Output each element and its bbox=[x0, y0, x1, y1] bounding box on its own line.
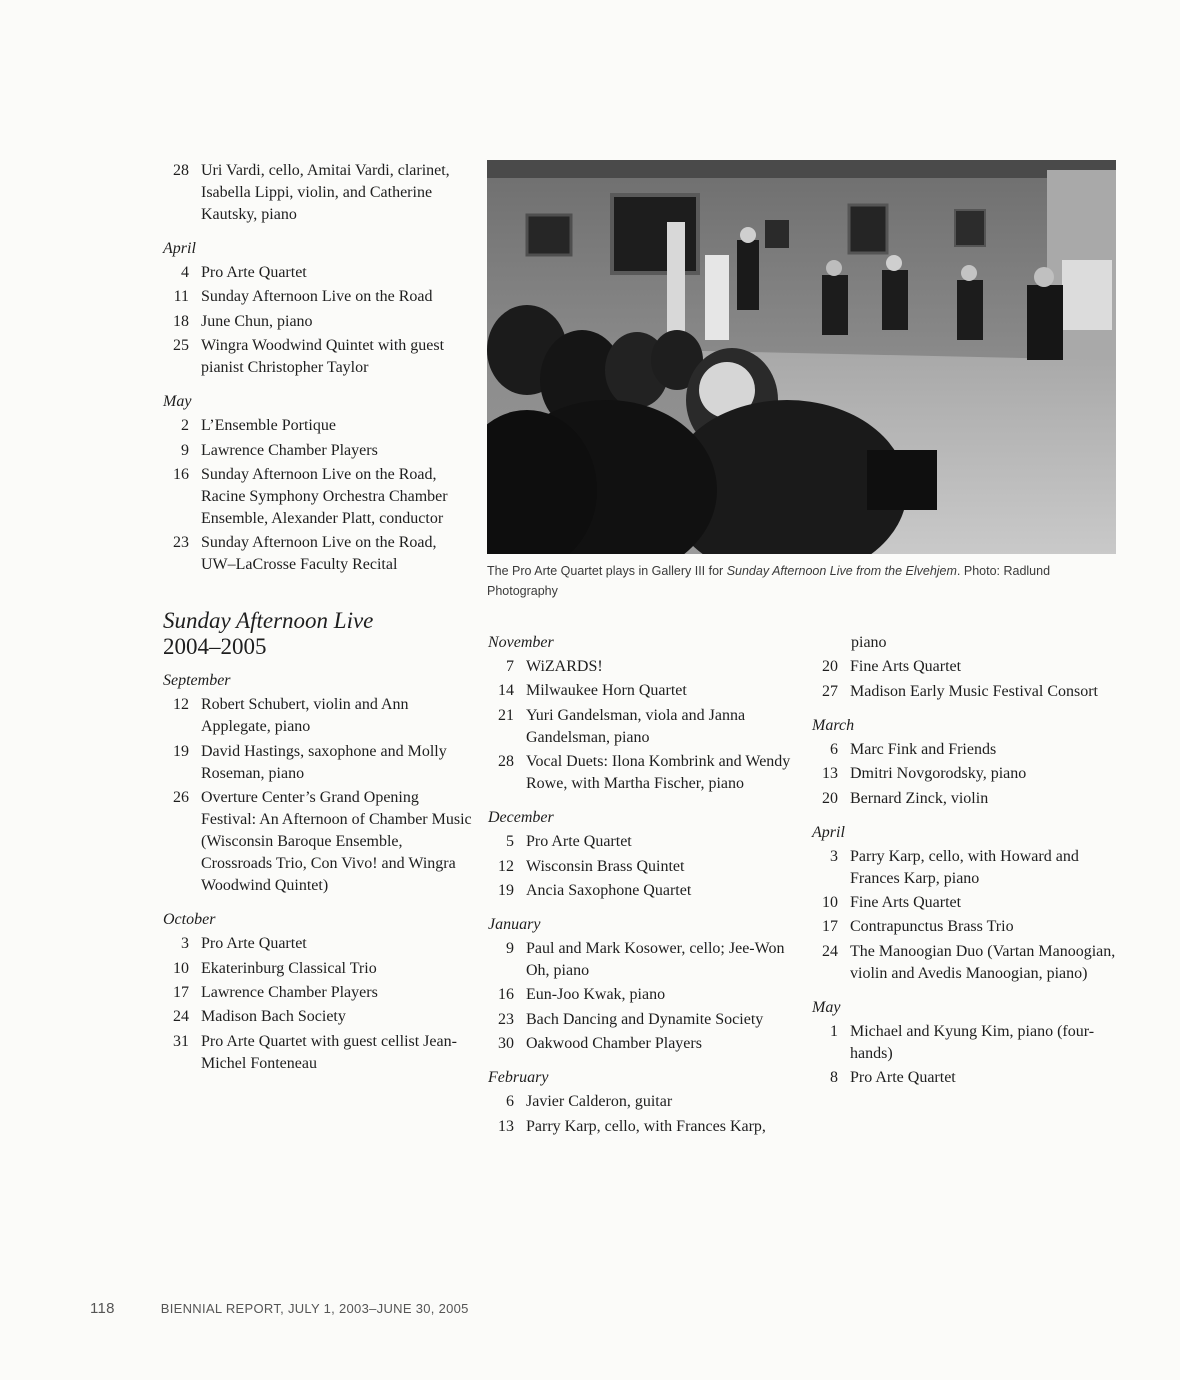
entry-day: 6 bbox=[830, 740, 838, 758]
entry-day: 17 bbox=[822, 918, 838, 936]
schedule-entry bbox=[812, 681, 1117, 703]
entry-performer: Pro Arte Quartet bbox=[850, 1069, 956, 1087]
entry-day: 26 bbox=[173, 789, 189, 807]
april-2005-list bbox=[812, 846, 1117, 985]
schedule-entry bbox=[163, 464, 473, 530]
schedule-entry bbox=[163, 415, 473, 437]
entry-day: 24 bbox=[173, 1008, 189, 1026]
entry-performer: Dmitri Novgorodsky, piano bbox=[850, 765, 1027, 783]
entry-performer: Eun-Joo Kwak, piano bbox=[526, 986, 666, 1004]
schedule-entry bbox=[163, 741, 473, 785]
entry-performer: Pro Arte Quartet bbox=[201, 264, 307, 281]
entry-performer: WiZARDS! bbox=[526, 658, 603, 675]
entry-day: 16 bbox=[173, 465, 189, 483]
schedule-entry bbox=[812, 763, 1117, 785]
entry-day: 6 bbox=[506, 1093, 514, 1111]
entry-day: 20 bbox=[822, 658, 838, 676]
may-2005-list bbox=[812, 1021, 1117, 1089]
entry-performer: Bernard Zinck, violin bbox=[850, 789, 989, 807]
month-heading-february: February bbox=[488, 1069, 549, 1087]
april-list bbox=[163, 262, 473, 379]
entry-day: 3 bbox=[181, 935, 189, 953]
schedule-entry bbox=[812, 916, 1117, 938]
schedule-entry bbox=[812, 1021, 1117, 1065]
entry-day: 9 bbox=[506, 939, 514, 957]
left-column bbox=[163, 160, 473, 1077]
entry-performer: Wingra Woodwind Quintet with guest pianist Christopher Taylor bbox=[201, 337, 445, 377]
entry-day: 13 bbox=[822, 765, 838, 783]
schedule-entry bbox=[163, 262, 473, 284]
entry-day: 3 bbox=[830, 847, 838, 865]
schedule-entry bbox=[488, 1009, 803, 1031]
photo-caption bbox=[487, 561, 1117, 601]
entry-performer: L’Ensemble Portique bbox=[201, 417, 336, 435]
entry-day: 25 bbox=[173, 337, 189, 355]
entry-day: 12 bbox=[173, 696, 189, 714]
entry-day: 9 bbox=[181, 441, 189, 459]
month-heading-november: November bbox=[488, 634, 554, 651]
october-list bbox=[163, 933, 473, 1075]
entry-day: 4 bbox=[181, 264, 189, 281]
entry-performer: Bach Dancing and Dynamite Society bbox=[526, 1010, 764, 1028]
february-list bbox=[488, 1091, 803, 1137]
intro-list bbox=[163, 160, 473, 226]
entry-performer: Sunday Afternoon Live on the Road bbox=[201, 288, 433, 306]
september-list bbox=[163, 694, 473, 897]
entry-performer: Uri Vardi, cello, Amitai Vardi, clarinet, Isabella Lippi, violin, and Catherine Kautsky, piano bbox=[201, 162, 450, 223]
entry-performer: Paul and Mark Kosower, cello; Jee-Won Oh, piano bbox=[526, 939, 785, 979]
entry-day: 20 bbox=[822, 789, 838, 807]
entry-day: 2 bbox=[181, 417, 189, 435]
schedule-entry bbox=[163, 311, 473, 333]
schedule-entry bbox=[163, 982, 473, 1004]
entry-day: 31 bbox=[173, 1032, 189, 1050]
page-footer bbox=[90, 1300, 469, 1317]
entry-performer: Sunday Afternoon Live on the Road, UW–LaCrosse Faculty Recital bbox=[201, 534, 437, 574]
entry-day: 16 bbox=[498, 986, 514, 1004]
schedule-entry bbox=[812, 941, 1117, 985]
caption-end: . Photo: Radlund Photography bbox=[487, 564, 1051, 598]
concert-photo bbox=[487, 160, 1116, 554]
schedule-entry bbox=[812, 892, 1117, 914]
schedule-entry bbox=[488, 984, 803, 1006]
schedule-entry bbox=[812, 846, 1117, 890]
schedule-entry bbox=[163, 532, 473, 576]
month-heading-september: September bbox=[163, 672, 231, 690]
schedule-entry bbox=[163, 1006, 473, 1028]
entry-performer: Michael and Kyung Kim, piano (four-hands) bbox=[850, 1022, 1095, 1062]
entry-performer: Pro Arte Quartet bbox=[526, 833, 632, 851]
may-list bbox=[163, 415, 473, 576]
schedule-entry bbox=[488, 751, 803, 795]
schedule-entry bbox=[163, 1031, 473, 1075]
entry-performer: Ekaterinburg Classical Trio bbox=[201, 959, 377, 977]
entry-performer: Contrapunctus Brass Trio bbox=[850, 918, 1014, 936]
entry-performer: Ancia Saxophone Quartet bbox=[526, 881, 692, 899]
entry-performer: Wisconsin Brass Quintet bbox=[526, 857, 685, 875]
entry-performer: Lawrence Chamber Players bbox=[201, 441, 378, 459]
schedule-entry bbox=[163, 933, 473, 955]
entry-day: 13 bbox=[498, 1117, 514, 1135]
entry-performer: Parry Karp, cello, with Howard and Frances Karp, piano bbox=[850, 847, 1079, 887]
section-title-name: Sunday Afternoon Live bbox=[163, 608, 374, 634]
schedule-entry bbox=[163, 440, 473, 462]
caption-start: The Pro Arte Quartet plays in Gallery III for bbox=[487, 564, 727, 578]
march-list bbox=[812, 739, 1117, 810]
schedule-entry bbox=[488, 938, 803, 982]
entry-day: 21 bbox=[498, 706, 514, 724]
entry-performer: Yuri Gandelsman, viola and Janna Gandelsman, piano bbox=[526, 706, 746, 746]
schedule-entry bbox=[163, 160, 473, 226]
schedule-entry bbox=[812, 1067, 1117, 1089]
section-title-years: 2004–2005 bbox=[163, 634, 267, 660]
schedule-entry bbox=[488, 1033, 803, 1055]
schedule-entry bbox=[163, 286, 473, 308]
entry-performer: David Hastings, saxophone and Molly Roseman, piano bbox=[201, 742, 447, 782]
entry-performer: Pro Arte Quartet with guest cellist Jean-Michel Fonteneau bbox=[201, 1032, 457, 1072]
caption-title: Sunday Afternoon Live from the Elvehjem bbox=[726, 564, 957, 578]
schedule-entry bbox=[488, 880, 803, 902]
schedule-entry bbox=[488, 856, 803, 878]
concert-photo-illustration bbox=[487, 160, 1116, 554]
entry-performer: Pro Arte Quartet bbox=[201, 935, 307, 953]
schedule-entry bbox=[812, 788, 1117, 810]
january-list bbox=[488, 938, 803, 1055]
entry-day: 30 bbox=[498, 1035, 514, 1053]
entry-day: 18 bbox=[173, 312, 189, 330]
entry-performer: Marc Fink and Friends bbox=[850, 740, 997, 758]
entry-performer: Javier Calderon, guitar bbox=[526, 1093, 673, 1111]
november-list bbox=[488, 656, 803, 795]
month-heading-march: March bbox=[812, 716, 855, 734]
month-heading-january: January bbox=[488, 915, 541, 933]
entry-day: 19 bbox=[498, 881, 514, 899]
schedule-entry bbox=[488, 680, 803, 702]
entry-performer: Milwaukee Horn Quartet bbox=[526, 682, 687, 700]
entry-performer: Parry Karp, cello, with Frances Karp, bbox=[526, 1117, 766, 1135]
entry-day: 11 bbox=[173, 288, 189, 306]
entry-day: 1 bbox=[830, 1022, 838, 1040]
entry-performer: The Manoogian Duo (Vartan Manoogian, violin and Avedis Manoogian, piano) bbox=[850, 942, 1116, 982]
entry-day: 19 bbox=[173, 742, 189, 760]
report-title: BIENNIAL REPORT, JULY 1, 2003–JUNE 30, 2005 bbox=[160, 1301, 469, 1316]
schedule-entry bbox=[812, 656, 1117, 678]
entry-day: 14 bbox=[498, 682, 514, 700]
entry-day: 10 bbox=[173, 959, 189, 977]
entry-day: 8 bbox=[830, 1069, 838, 1087]
month-heading-december: December bbox=[488, 809, 554, 827]
schedule-entry bbox=[488, 656, 803, 678]
schedule-entry bbox=[488, 705, 803, 749]
entry-day: 5 bbox=[506, 833, 514, 851]
continuation-text: piano bbox=[851, 634, 887, 651]
entry-day: 28 bbox=[173, 162, 189, 179]
entry-performer: Madison Bach Society bbox=[201, 1008, 346, 1026]
entry-performer: June Chun, piano bbox=[201, 312, 313, 330]
schedule-entry bbox=[488, 831, 803, 853]
right-column bbox=[812, 632, 1117, 1092]
entry-day: 12 bbox=[498, 857, 514, 875]
entry-performer: Madison Early Music Festival Consort bbox=[850, 682, 1098, 700]
month-heading-may: May bbox=[163, 393, 192, 411]
entry-performer: Oakwood Chamber Players bbox=[526, 1035, 702, 1053]
december-list bbox=[488, 831, 803, 902]
entry-performer: Robert Schubert, violin and Ann Applegate, piano bbox=[201, 696, 409, 736]
entry-day: 24 bbox=[822, 942, 838, 960]
entry-day: 28 bbox=[498, 753, 514, 771]
schedule-entry bbox=[163, 787, 473, 897]
section-title bbox=[163, 608, 473, 660]
page-number: 118 bbox=[90, 1300, 115, 1317]
schedule-entry bbox=[488, 1116, 803, 1138]
schedule-entry bbox=[163, 958, 473, 980]
schedule-entry bbox=[812, 739, 1117, 761]
entry-performer: Overture Center’s Grand Opening Festival: An Afternoon of Chamber Music (Wisconsin Baroque Ensemble, Crossroads Trio, Con Vivo! and Wingra Woodwind Quintet) bbox=[201, 789, 472, 895]
entry-day: 23 bbox=[173, 534, 189, 552]
entry-performer: Fine Arts Quartet bbox=[850, 893, 962, 911]
entry-day: 7 bbox=[506, 658, 514, 675]
middle-column bbox=[488, 632, 803, 1140]
entry-performer: Fine Arts Quartet bbox=[850, 658, 962, 676]
entry-day: 23 bbox=[498, 1010, 514, 1028]
schedule-entry bbox=[163, 694, 473, 738]
entry-day: 27 bbox=[822, 682, 838, 700]
entry-day: 17 bbox=[173, 983, 189, 1001]
schedule-entry bbox=[488, 1091, 803, 1113]
month-heading-april-2005: April bbox=[812, 823, 845, 841]
entry-performer: Vocal Duets: Ilona Kombrink and Wendy Rowe, with Martha Fischer, piano bbox=[526, 753, 791, 793]
entry-performer: Lawrence Chamber Players bbox=[201, 983, 378, 1001]
entry-day: 10 bbox=[822, 893, 838, 911]
entry-performer: Sunday Afternoon Live on the Road, Racine Symphony Orchestra Chamber Ensemble, Alexander Platt, conductor bbox=[201, 465, 448, 527]
february-cont-list bbox=[812, 656, 1117, 702]
month-heading-april: April bbox=[163, 240, 196, 257]
schedule-entry bbox=[163, 335, 473, 379]
month-heading-october: October bbox=[163, 911, 216, 929]
month-heading-may-2005: May bbox=[812, 998, 841, 1016]
